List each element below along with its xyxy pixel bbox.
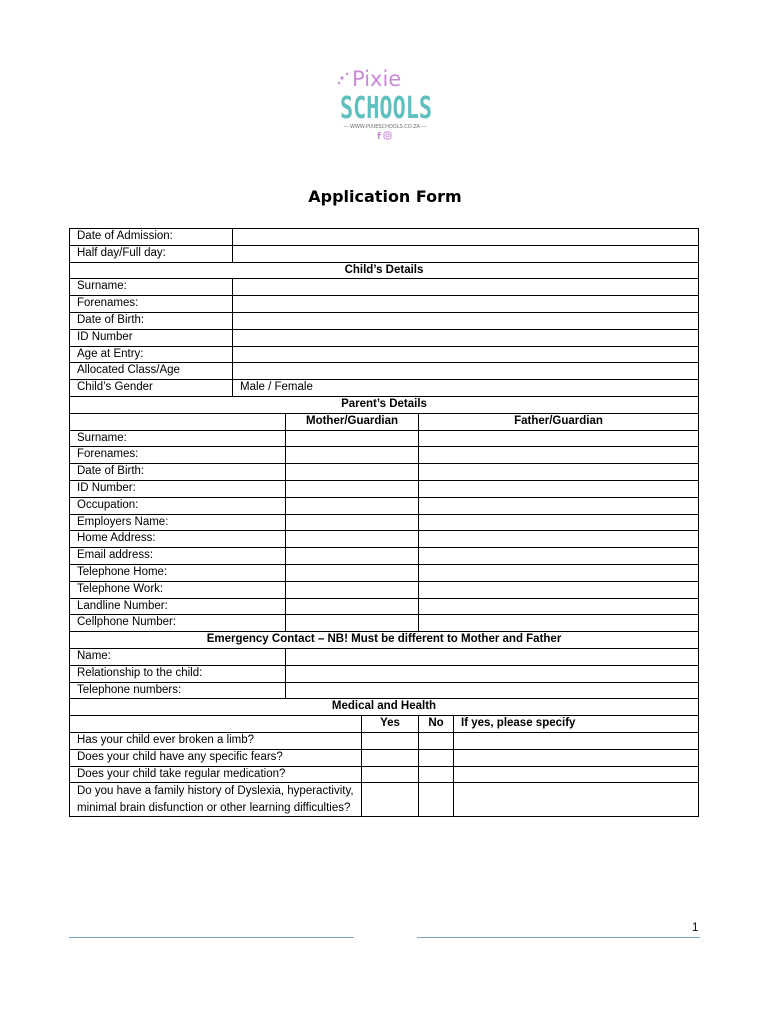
application-form-table (69, 228, 699, 817)
footer-line-left (69, 937, 354, 938)
mother-tel-work-input[interactable] (286, 581, 419, 598)
medical-blank-corner (70, 716, 362, 733)
medical-q2-label: Does your child have any specific fears? (70, 749, 362, 766)
halfday-label: Half day/Full day: (70, 245, 233, 262)
child-class-input[interactable] (233, 363, 699, 380)
parent-forenames-label: Forenames: (70, 447, 286, 464)
medical-specify-header: If yes, please specify (454, 716, 699, 733)
admission-date-label: Date of Admission: (70, 229, 233, 246)
sparkle-icon (338, 73, 348, 84)
father-guardian-header: Father/Guardian (419, 413, 699, 430)
father-cellphone-input[interactable] (419, 615, 699, 632)
emergency-contact-header: Emergency Contact – NB! Must be different to Mother and Father (70, 632, 699, 649)
mother-dob-input[interactable] (286, 464, 419, 481)
parents-blank-corner (70, 413, 286, 430)
parent-tel-work-label: Telephone Work: (70, 581, 286, 598)
parent-id-label: ID Number: (70, 480, 286, 497)
facebook-icon (377, 132, 381, 142)
child-class-label: Allocated Class/Age (70, 363, 233, 380)
emergency-name-label: Name: (70, 648, 286, 665)
child-age-input[interactable] (233, 346, 699, 363)
logo-pixie-text: Pixie (352, 67, 402, 91)
medical-yes-header: Yes (362, 716, 419, 733)
svg-text:f: f (377, 132, 381, 142)
medical-q4-no[interactable] (419, 783, 454, 817)
child-forenames-label: Forenames: (70, 296, 233, 313)
admission-date-row (70, 229, 699, 246)
medical-q3-no[interactable] (419, 766, 454, 783)
child-dob-input[interactable] (233, 312, 699, 329)
father-landline-input[interactable] (419, 598, 699, 615)
medical-q1-label: Has your child ever broken a limb? (70, 732, 362, 749)
father-forenames-input[interactable] (419, 447, 699, 464)
child-surname-input[interactable] (233, 279, 699, 296)
child-forenames-input[interactable] (233, 296, 699, 313)
mother-surname-input[interactable] (286, 430, 419, 447)
mother-employer-input[interactable] (286, 514, 419, 531)
father-tel-work-input[interactable] (419, 581, 699, 598)
parent-home-address-label: Home Address: (70, 531, 286, 548)
medical-q1-no[interactable] (419, 732, 454, 749)
mother-id-input[interactable] (286, 480, 419, 497)
logo-schools-text: SCHOOLS (340, 91, 432, 126)
page-number: 1 (692, 922, 699, 934)
father-surname-input[interactable] (419, 430, 699, 447)
halfday-input[interactable] (233, 245, 699, 262)
medical-no-header: No (419, 716, 454, 733)
parent-occupation-label: Occupation: (70, 497, 286, 514)
parent-employer-label: Employers Name: (70, 514, 286, 531)
father-dob-input[interactable] (419, 464, 699, 481)
emergency-phones-input[interactable] (286, 682, 699, 699)
parent-landline-label: Landline Number: (70, 598, 286, 615)
parent-cellphone-label: Cellphone Number: (70, 615, 286, 632)
child-surname-label: Surname: (70, 279, 233, 296)
mother-home-address-input[interactable] (286, 531, 419, 548)
medical-health-header: Medical and Health (70, 699, 699, 716)
child-id-input[interactable] (233, 329, 699, 346)
medical-q1-specify[interactable] (454, 732, 699, 749)
father-email-input[interactable] (419, 548, 699, 565)
child-id-label: ID Number (70, 329, 233, 346)
father-home-address-input[interactable] (419, 531, 699, 548)
medical-q4-specify[interactable] (454, 783, 699, 817)
medical-q4-yes[interactable] (362, 783, 419, 817)
page-title: Application Form (308, 187, 462, 206)
child-gender-value[interactable]: Male / Female (233, 380, 699, 397)
parents-details-header: Parent’s Details (70, 396, 699, 413)
father-employer-input[interactable] (419, 514, 699, 531)
emergency-phones-label: Telephone numbers: (70, 682, 286, 699)
child-dob-label: Date of Birth: (70, 312, 233, 329)
medical-q3-yes[interactable] (362, 766, 419, 783)
emergency-relationship-input[interactable] (286, 665, 699, 682)
parent-email-label: Email address: (70, 548, 286, 565)
mother-guardian-header: Mother/Guardian (286, 413, 419, 430)
child-details-header: Child’s Details (70, 262, 699, 279)
child-gender-label: Child’s Gender (70, 380, 233, 397)
emergency-relationship-label: Relationship to the child: (70, 665, 286, 682)
child-age-label: Age at Entry: (70, 346, 233, 363)
medical-q2-no[interactable] (419, 749, 454, 766)
parent-dob-label: Date of Birth: (70, 464, 286, 481)
mother-cellphone-input[interactable] (286, 615, 419, 632)
father-id-input[interactable] (419, 480, 699, 497)
parent-tel-home-label: Telephone Home: (70, 564, 286, 581)
mother-tel-home-input[interactable] (286, 564, 419, 581)
medical-q3-specify[interactable] (454, 766, 699, 783)
footer-line-right (417, 937, 700, 938)
mother-landline-input[interactable] (286, 598, 419, 615)
instagram-icon (384, 132, 391, 139)
medical-q3-label: Does your child take regular medication? (70, 766, 362, 783)
mother-email-input[interactable] (286, 548, 419, 565)
parent-surname-label: Surname: (70, 430, 286, 447)
logo-website-text: — WWW.PIXIESCHOOLS.CO.ZA — (343, 124, 427, 130)
medical-q1-yes[interactable] (362, 732, 419, 749)
medical-q4-label: Do you have a family history of Dyslexia, hyperactivity, minimal brain disfunction or other learning difficulties? (70, 783, 362, 817)
pixie-schools-logo (330, 64, 440, 144)
halfday-row (70, 245, 699, 262)
medical-q2-yes[interactable] (362, 749, 419, 766)
medical-q2-specify[interactable] (454, 749, 699, 766)
mother-forenames-input[interactable] (286, 447, 419, 464)
emergency-name-input[interactable] (286, 648, 699, 665)
father-tel-home-input[interactable] (419, 564, 699, 581)
mother-occupation-input[interactable] (286, 497, 419, 514)
father-occupation-input[interactable] (419, 497, 699, 514)
admission-date-input[interactable] (233, 229, 699, 246)
